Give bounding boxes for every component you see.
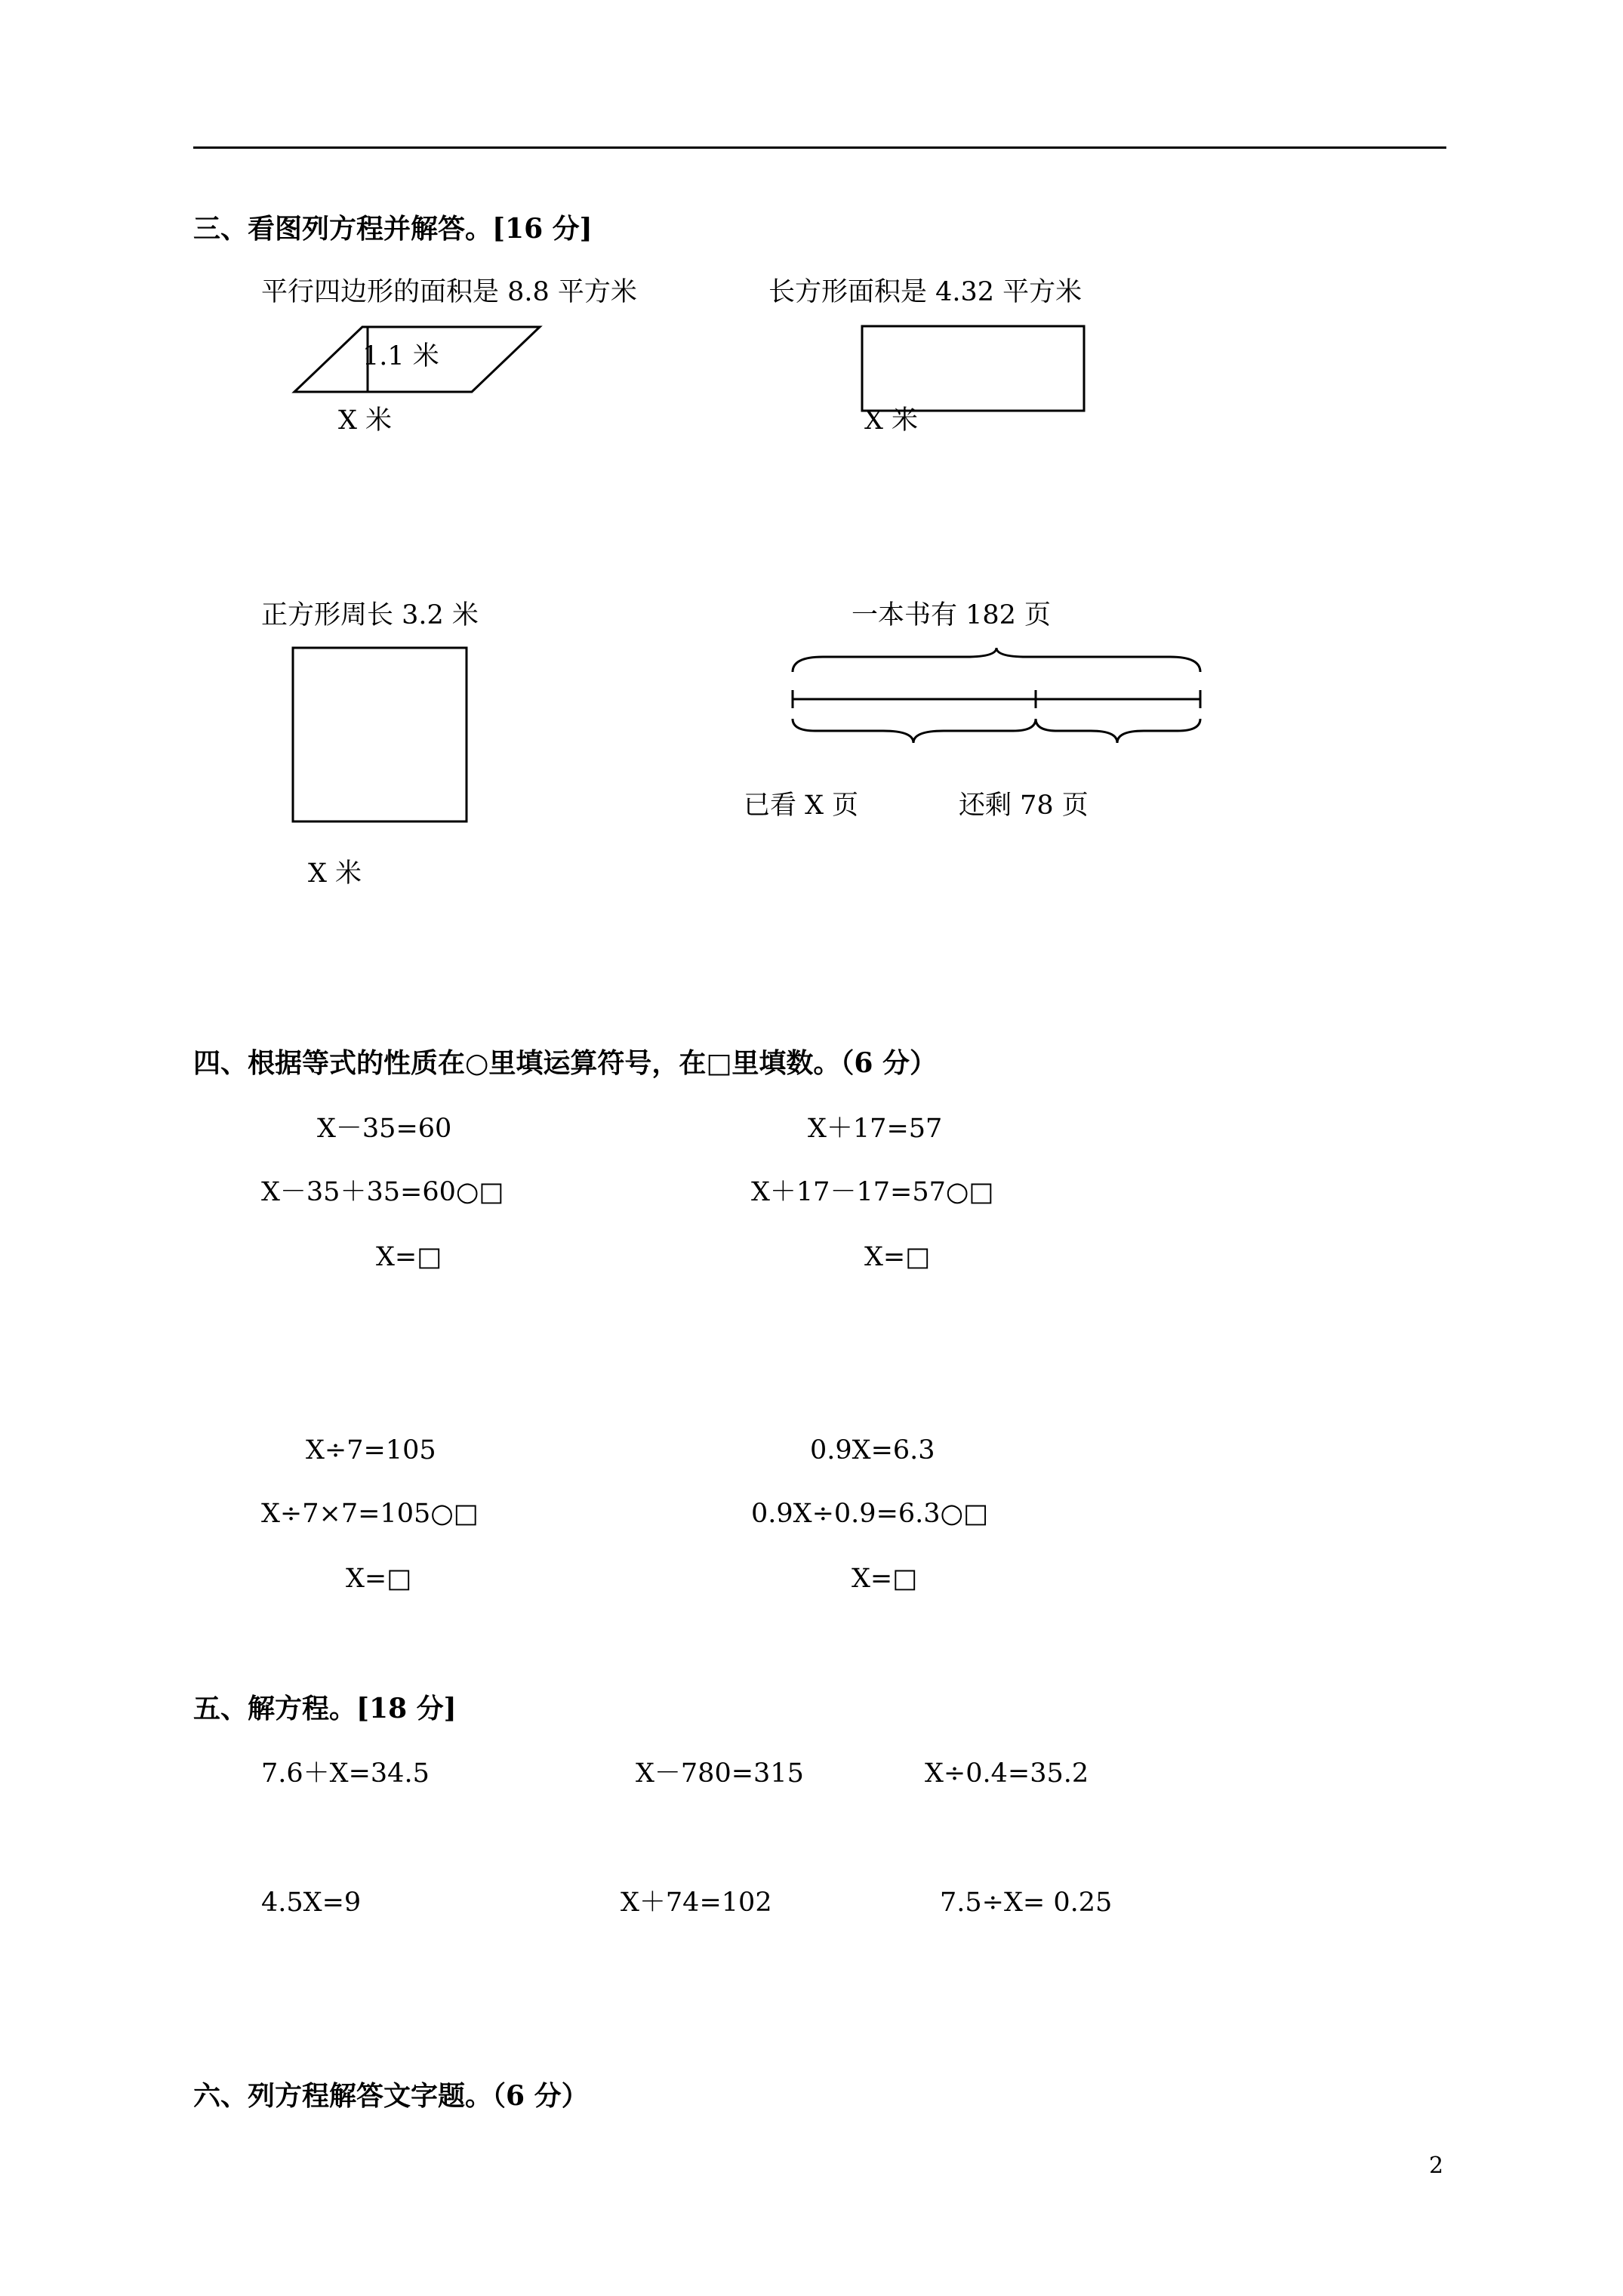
s4-group1-line3: X=□ [376,1242,442,1272]
s4-group4-line2: 0.9X÷0.9=6.3○□ [751,1499,989,1529]
section-6-title: 六、列方程解答文字题。（6 分） [193,2080,589,2112]
s5-equation-5: X＋74=102 [621,1888,772,1918]
s4-group3-line3: X=□ [346,1564,412,1594]
rectangle-base-label: X 米 [864,405,919,436]
s5-equation-4: 4.5X=9 [261,1888,362,1918]
s4-group2-line2: X＋17－17=57○□ [751,1177,994,1207]
page-number: 2 [1429,2153,1444,2179]
square-figure [291,646,470,824]
section-5-title: 五、解方程。[18 分] [193,1693,457,1724]
s4-group3-line1: X÷7=105 [306,1435,436,1465]
parallelogram-height-label: 1.1 米 [362,341,439,371]
book-remaining-label: 还剩 78 页 [959,791,1089,821]
s4-group2-line1: X＋17=57 [808,1114,943,1144]
s4-group4-line3: X=□ [852,1564,918,1594]
s4-group1-line2: X－35＋35=60○□ [261,1177,504,1207]
s5-equation-6: 7.5÷X= 0.25 [940,1888,1113,1918]
s4-group4-line1: 0.9X=6.3 [810,1435,935,1465]
section-4-title: 四、根据等式的性质在○里填运算符号，在□里填数。（6 分） [193,1047,938,1079]
rectangle-caption: 长方形面积是 4.32 平方米 [768,277,1083,307]
header-rule [193,146,1446,149]
s4-group1-line1: X－35=60 [317,1114,452,1144]
rectangle-figure [861,325,1087,415]
s5-equation-1: 7.6＋X=34.5 [261,1758,430,1789]
section-3-title: 三、看图列方程并解答。[16 分] [193,213,593,245]
parallelogram-base-label: X 米 [338,405,393,436]
book-caption: 一本书有 182 页 [852,600,1052,630]
s4-group2-line3: X=□ [864,1242,931,1272]
s5-equation-3: X÷0.4=35.2 [925,1758,1089,1789]
book-read-label: 已看 X 页 [744,791,859,821]
square-side-label: X 米 [308,858,362,889]
parallelogram-caption: 平行四边形的面积是 8.8 平方米 [261,277,637,307]
s4-group3-line2: X÷7×7=105○□ [261,1499,479,1529]
square-caption: 正方形周长 3.2 米 [261,600,479,630]
book-brace-diagram [785,648,1223,754]
s5-equation-2: X－780=315 [636,1758,804,1789]
